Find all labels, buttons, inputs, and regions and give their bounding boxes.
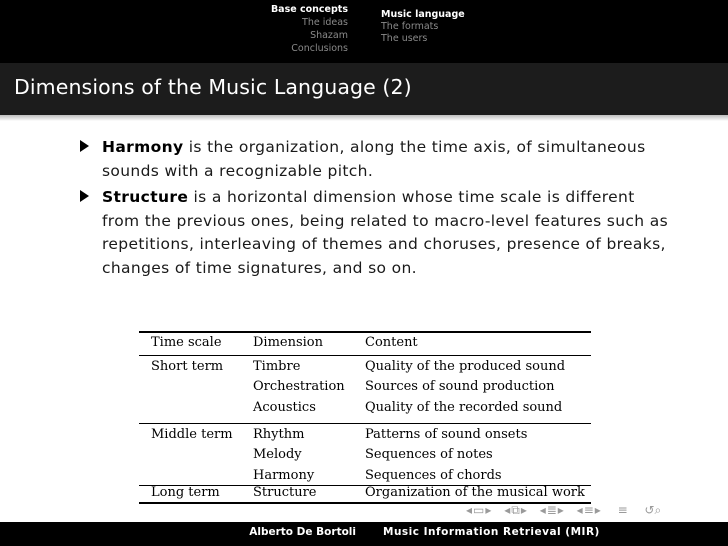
table-cell: Structure xyxy=(253,485,317,500)
nav-next-frame-icon[interactable]: ▸ xyxy=(485,503,492,517)
footer-divider xyxy=(362,522,363,546)
table-cell xyxy=(139,445,253,466)
beamer-nav-controls xyxy=(466,503,662,521)
search-icon[interactable]: ↺⌕ xyxy=(644,503,662,517)
part-icon[interactable]: ≡ xyxy=(583,503,594,517)
bullet-description: is the organization, along the time axis, of simultaneous sounds with a recognizable pitch. xyxy=(102,138,646,180)
subsection-nav xyxy=(381,9,465,45)
nav-next-part-icon[interactable]: ▸ xyxy=(594,503,601,517)
table-row xyxy=(139,445,591,466)
table-row xyxy=(139,377,591,398)
title-shadow xyxy=(0,115,728,121)
table-header-cell: Time scale xyxy=(151,335,222,350)
table-cell: Acoustics xyxy=(253,400,316,416)
footer-bar xyxy=(0,522,728,546)
nav-subsection-the-users[interactable]: The users xyxy=(381,33,428,44)
bullet-term: Structure xyxy=(102,188,189,206)
bullet-description: is a horizontal dimension whose time scale is different from the previous ones, being related to macro-level features such as repetitions, interleaving of themes and choruses, presence of breaks, changes of time signatures, and so on. xyxy=(102,188,668,277)
table-cell: Long term xyxy=(151,485,220,500)
frame-title-bar xyxy=(0,63,728,115)
bullet-text xyxy=(102,186,672,280)
table-cell: Short term xyxy=(151,358,224,374)
table-cell: Sources of sound production xyxy=(365,379,555,395)
nav-section-the-ideas[interactable]: The ideas xyxy=(302,17,348,28)
frame-title: Dimensions of the Music Language (2) xyxy=(14,75,412,99)
bullet-triangle-icon xyxy=(80,140,89,152)
table-cell: Orchestration xyxy=(253,379,345,395)
nav-section-base-concepts[interactable]: Base concepts xyxy=(270,4,348,15)
section-icon[interactable]: ≣ xyxy=(546,503,557,517)
table-header-row xyxy=(139,333,591,354)
bullet-text xyxy=(102,136,672,183)
nav-prev-part-icon[interactable]: ◂ xyxy=(576,503,583,517)
table-cell xyxy=(139,377,253,398)
table-cell xyxy=(139,398,253,419)
table-cell: Rhythm xyxy=(253,426,305,442)
header-bar xyxy=(0,0,728,63)
nav-prev-frame-icon[interactable]: ◂ xyxy=(466,503,473,517)
nav-prev-subsection-icon[interactable]: ◂ xyxy=(504,503,511,517)
table-header-cell: Dimension xyxy=(253,335,324,350)
table-cell: Sequences of chords xyxy=(365,468,502,484)
align-icon[interactable]: ≡ xyxy=(617,503,628,517)
footer-talk-title: Music Information Retrieval (MIR) xyxy=(383,526,600,538)
table-row xyxy=(139,357,591,378)
table-cell: Timbre xyxy=(253,358,301,374)
table-cell: Patterns of sound onsets xyxy=(365,426,528,442)
nav-subsection-music-language[interactable]: Music language xyxy=(381,9,465,20)
table-cell: Sequences of notes xyxy=(365,447,493,463)
nav-next-subsection-icon[interactable]: ▸ xyxy=(520,503,527,517)
nav-subsection-the-formats[interactable]: The formats xyxy=(381,21,439,32)
table-cell: Middle term xyxy=(151,426,233,442)
nav-prev-section-icon[interactable]: ◂ xyxy=(539,503,546,517)
table-cell: Quality of the produced sound xyxy=(365,358,566,374)
table-row xyxy=(139,483,591,504)
nav-next-section-icon[interactable]: ▸ xyxy=(557,503,564,517)
table-row xyxy=(139,425,591,446)
bullet-term: Harmony xyxy=(102,138,184,156)
table-cell: Organization of the musical work xyxy=(365,485,585,500)
table-header-cell: Content xyxy=(365,335,418,350)
bullet-triangle-icon xyxy=(80,190,89,202)
footer-author: Alberto De Bortoli xyxy=(249,526,356,538)
nav-section-conclusions[interactable]: Conclusions xyxy=(291,43,348,54)
table-cell: Harmony xyxy=(253,468,315,484)
nav-section-shazam[interactable]: Shazam xyxy=(310,30,348,41)
table-row xyxy=(139,398,591,419)
frame-icon[interactable]: ▭ xyxy=(473,503,485,517)
table-cell: Melody xyxy=(253,447,302,463)
table-cell: Quality of the recorded sound xyxy=(365,400,563,416)
section-nav xyxy=(0,0,363,63)
subsection-icon[interactable]: ⧉ xyxy=(511,503,520,517)
